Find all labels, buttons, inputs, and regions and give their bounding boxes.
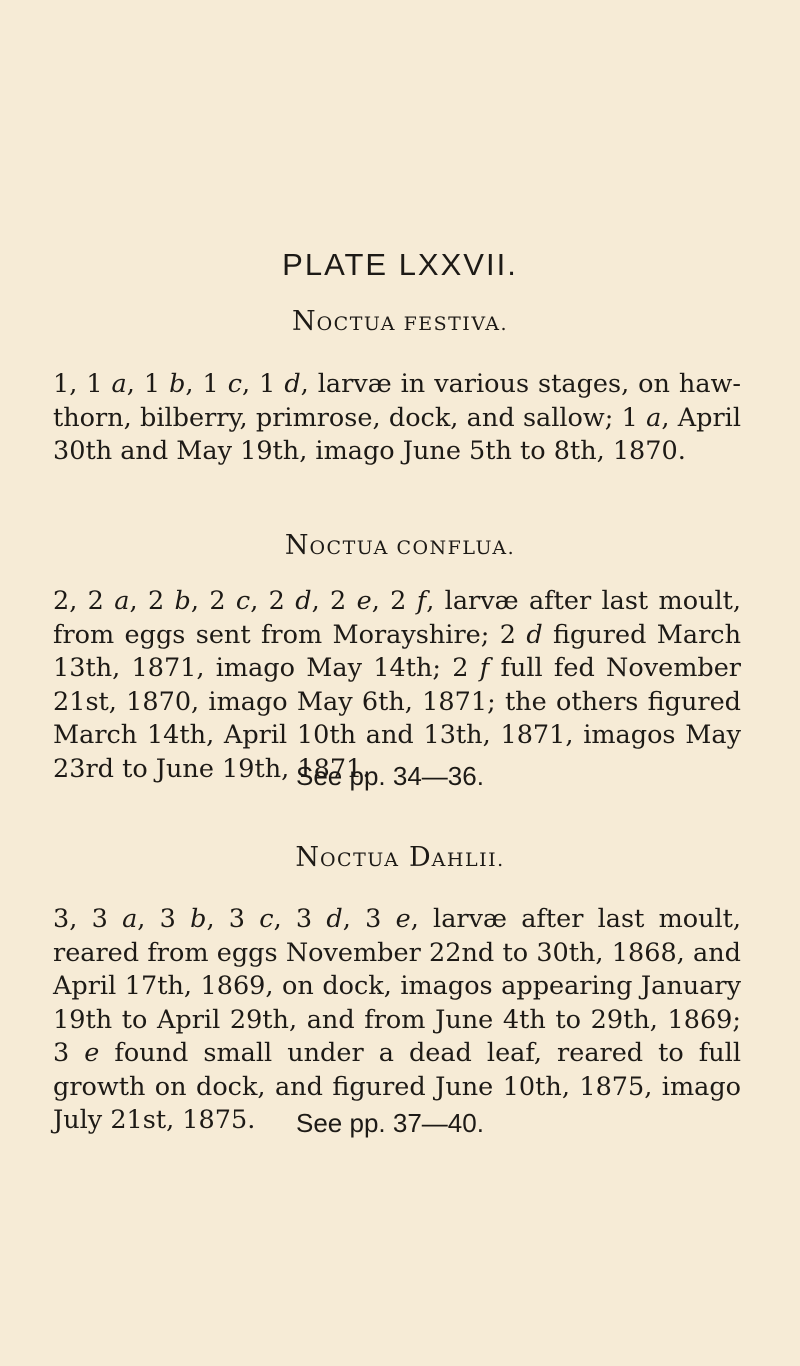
- figure-letter: d: [326, 904, 343, 934]
- figure-letter: b: [174, 586, 191, 616]
- figure-letter: c: [235, 586, 251, 616]
- figure-letter: e: [84, 1038, 100, 1068]
- figure-letter: a: [646, 402, 662, 433]
- heading-rest-2: AHLII.: [431, 849, 505, 871]
- heading-noctua-dahlii: [0, 842, 800, 873]
- heading-cap-2: D: [409, 842, 432, 873]
- figure-letter: f: [479, 653, 490, 683]
- see-pages-dahlii: See pp. 37—40.: [296, 1108, 484, 1138]
- section-body-conflua: 2, 2 a, 2 b, 2 c, 2 d, 2 e, 2 f, larvæ after last moult, from eggs sent from Morayshire; 2 d figured March 13th, 1871, imago May 14th; 2 f full fed November 21st, 1870, imago May 6th, 1871; the others figured March 14th, April 10th and 13th, 1871, imagos May 23rd to June 19th, 1871.: [53, 586, 741, 784]
- see-pages-conflua: See pp. 34—36.: [296, 761, 484, 791]
- heading-rest: OCTUA: [319, 849, 400, 871]
- heading-noctua-conflua: [0, 530, 800, 561]
- figure-letter: d: [284, 369, 301, 399]
- figure-letter: d: [526, 619, 543, 650]
- figure-letter: a: [114, 586, 130, 616]
- heading-cap: N: [291, 306, 317, 337]
- figure-letter: b: [190, 904, 207, 934]
- figure-letter: b: [169, 369, 186, 399]
- figure-letter: c: [227, 369, 242, 399]
- figure-letter: f: [416, 586, 427, 616]
- heading-rest: OCTUA CONFLUA.: [309, 537, 516, 559]
- figure-letter: a: [122, 904, 138, 934]
- heading-rest: OCTUA FESTIVA.: [316, 313, 509, 335]
- figure-letter: d: [295, 586, 312, 616]
- figure-letter: a: [111, 369, 127, 399]
- plate-title: PLATE LXXVII.: [282, 247, 518, 282]
- heading-cap: N: [295, 842, 320, 873]
- figure-letter: e: [395, 904, 411, 934]
- section-body-festiva: 1, 1 a, 1 b, 1 c, 1 d, larvæ in various stages, on haw-thorn, bilberry, primrose, dock, and sallow; 1 a, April 30th and May 19th, imago June 5th to 8th, 1870.: [53, 369, 741, 466]
- heading-cap: N: [284, 530, 310, 561]
- figure-letter: c: [259, 904, 274, 934]
- heading-noctua-festiva: [0, 306, 800, 337]
- figure-letter: e: [356, 586, 372, 616]
- section-body-dahlii: 3, 3 a, 3 b, 3 c, 3 d, 3 e, larvæ after last moult, reared from eggs November 22nd to 30th, 1868, and April 17th, 1869, on dock, imagos appearing January 19th to April 29th, and from June 4th to 29th, 1869; 3 e found small under a dead leaf, reared to full growth on dock, and figured June 10th, 1875, imago July 21st, 1875.: [53, 904, 742, 1135]
